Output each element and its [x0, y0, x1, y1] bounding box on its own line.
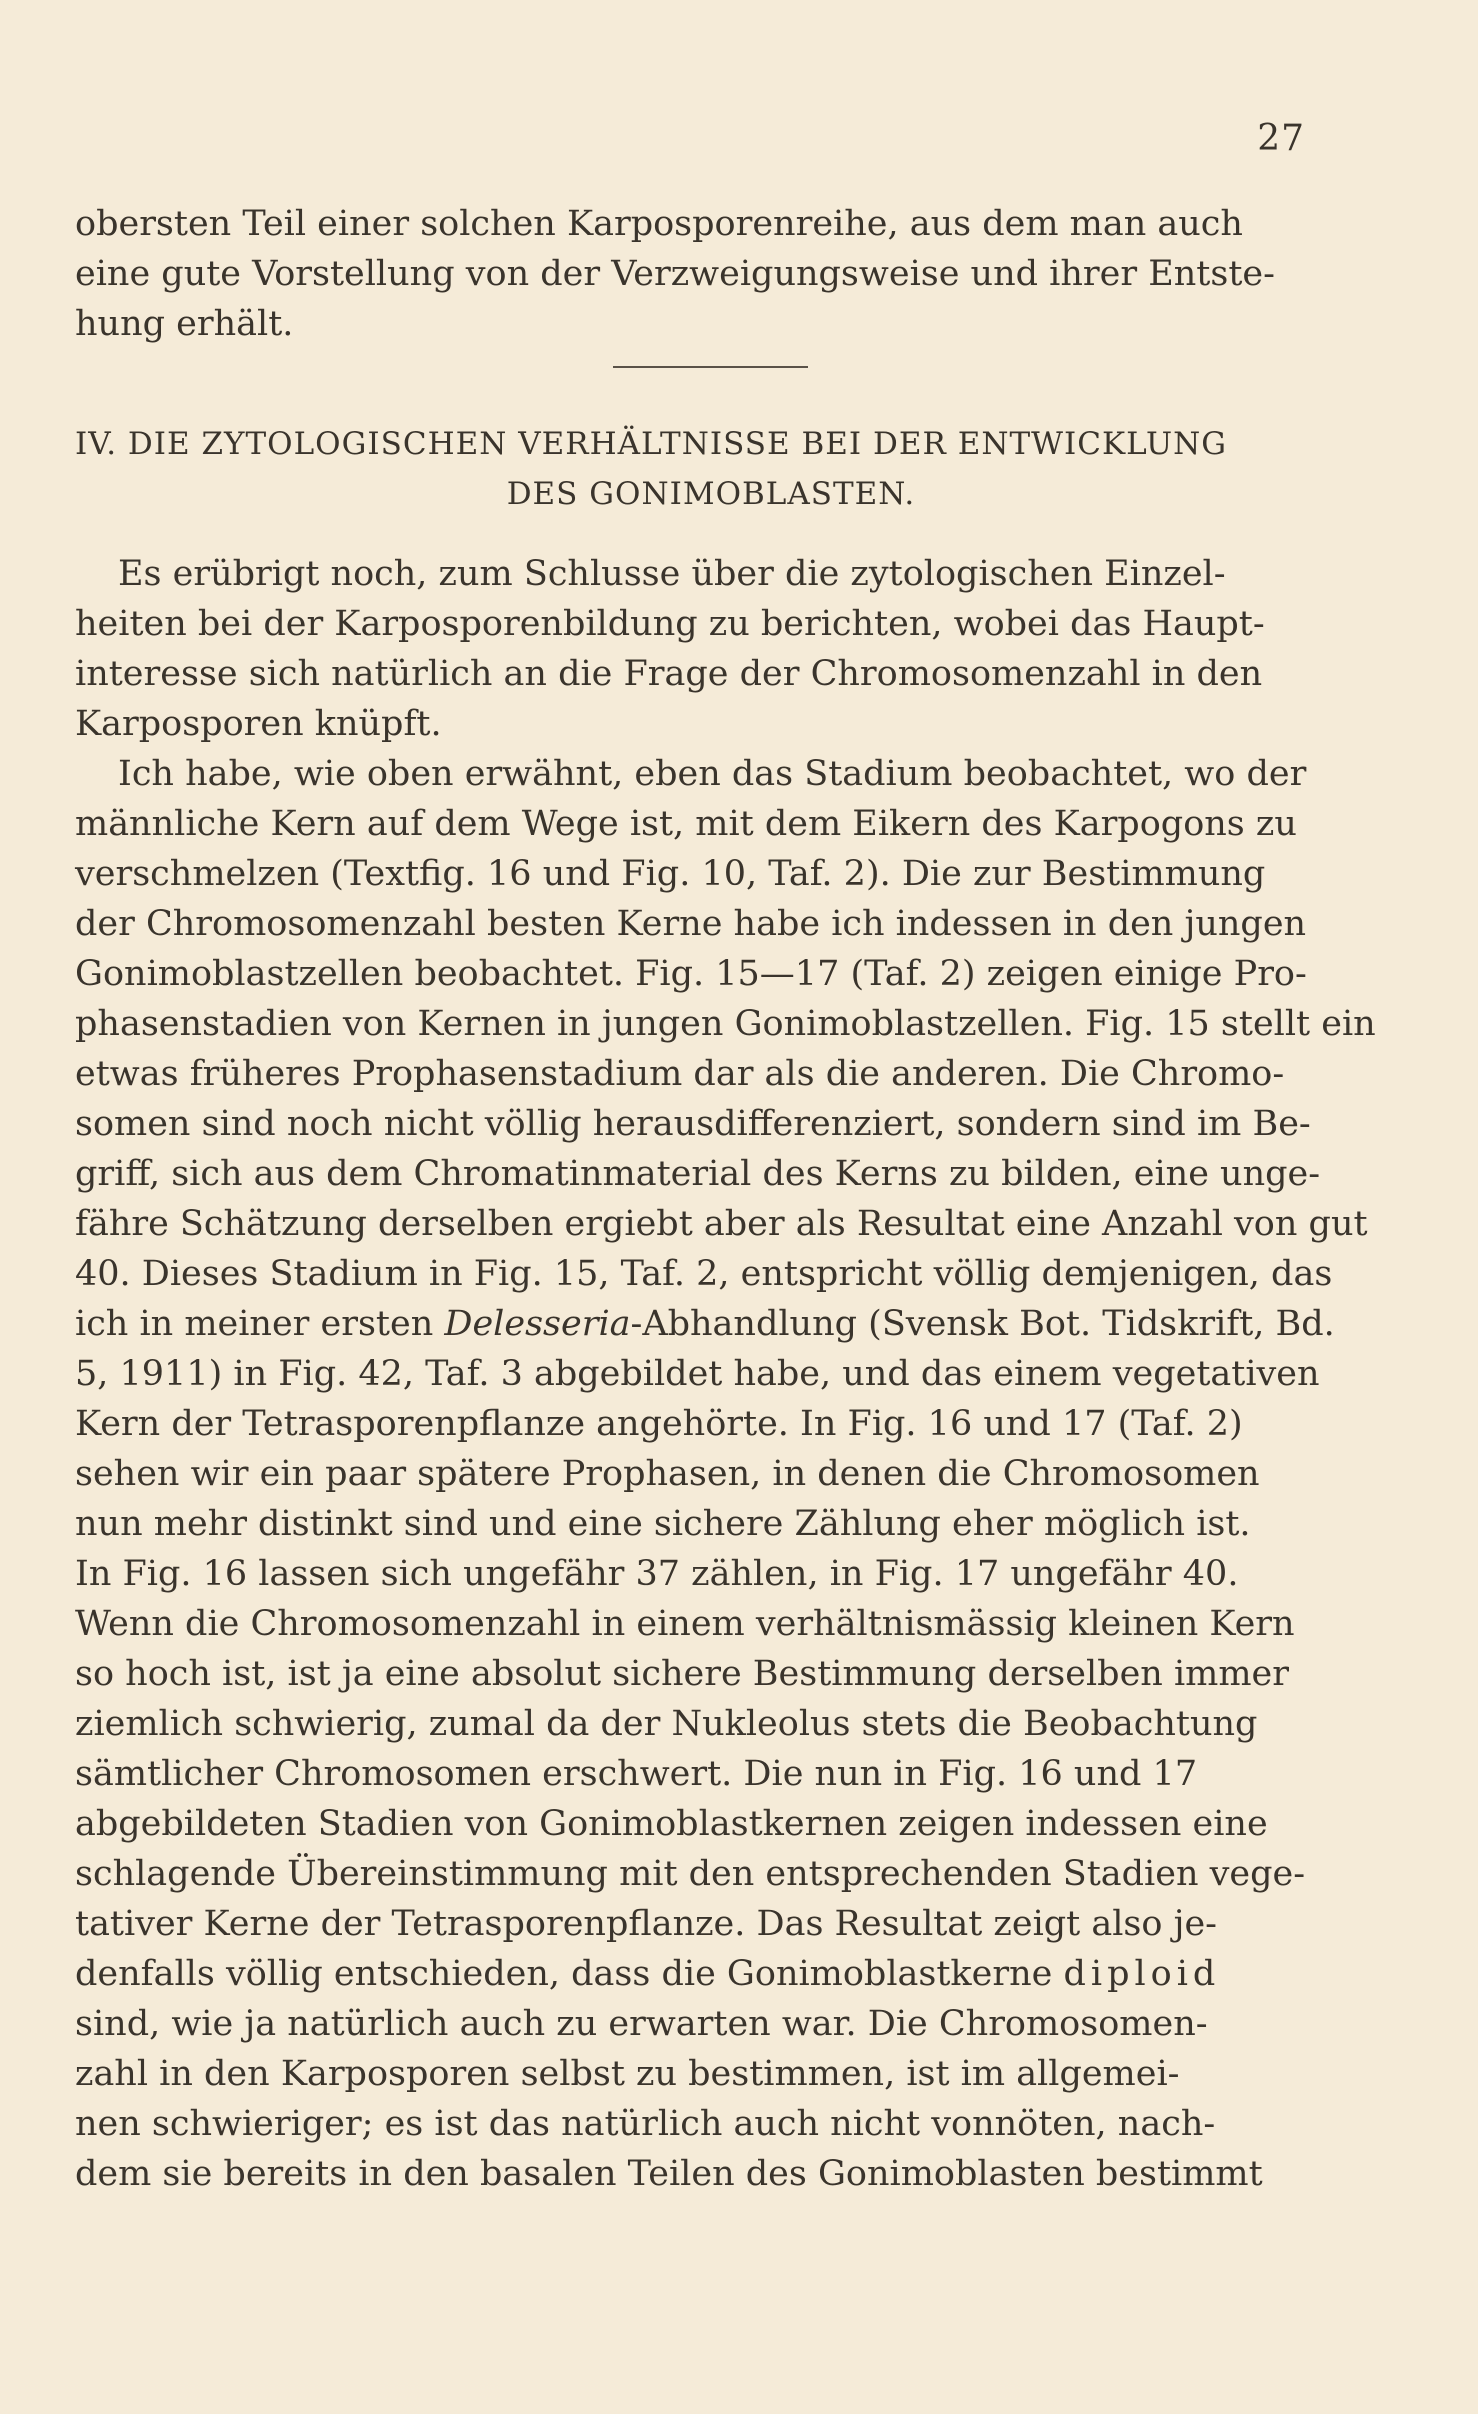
text-run: -Abhandlung (Svensk Bot. Tidskrift, Bd.: [630, 1304, 1335, 1344]
text-line: verschmelzen (Textfig. 16 und Fig. 10, Taf. 2). Die zur Bestimmung: [75, 854, 1266, 894]
text-line: Kern der Tetrasporenpflanze angehörte. In Fig. 16 und 17 (Taf. 2): [75, 1404, 1243, 1444]
text-line: männliche Kern auf dem Wege ist, mit dem Eikern des Karpogons zu: [75, 804, 1297, 844]
text-line: nen schwieriger; es ist das natürlich auch nicht vonnöten, nach-: [75, 2104, 1216, 2144]
text-run: denfalls völlig entschieden, dass die Gonimoblastkerne: [75, 1954, 1064, 1994]
text-line: ziemlich schwierig, zumal da der Nukleolus stets die Beobachtung: [75, 1704, 1258, 1744]
text-line: schlagende Übereinstimmung mit den entsprechenden Stadien vege-: [75, 1854, 1306, 1894]
paragraph-2: [75, 749, 1376, 2199]
text-line: 5, 1911) in Fig. 42, Taf. 3 abgebildet habe, und das einem vegetativen: [75, 1354, 1320, 1394]
text-run: ich in meiner ersten: [75, 1304, 445, 1344]
text-line: der Chromosomenzahl besten Kerne habe ich indessen in den jungen: [75, 904, 1307, 944]
text-line: Karposporen knüpft.: [75, 704, 442, 744]
text-line: phasenstadien von Kernen in jungen Gonimoblastzellen. Fig. 15 stellt ein: [75, 1004, 1376, 1044]
text-line: heiten bei der Karposporenbildung zu berichten, wobei das Haupt-: [75, 604, 1265, 644]
text-line: abgebildeten Stadien von Gonimoblastkernen zeigen indessen eine: [75, 1804, 1268, 1844]
text-line: obersten Teil einer solchen Karposporenreihe, aus dem man auch: [75, 204, 1243, 244]
text-line: fähre Schätzung derselben ergiebt aber als Resultat eine Anzahl von gut: [75, 1204, 1368, 1244]
text-line: sämtlicher Chromosomen erschwert. Die nun in Fig. 16 und 17: [75, 1754, 1198, 1794]
text-line: dem sie bereits in den basalen Teilen des Gonimoblasten bestimmt: [75, 2154, 1263, 2194]
text-line: 40. Dieses Stadium in Fig. 15, Taf. 2, entspricht völlig demjenigen, das: [75, 1254, 1333, 1294]
text-line: Wenn die Chromosomenzahl in einem verhältnismässig kleinen Kern: [75, 1604, 1295, 1644]
text-line: tativer Kerne der Tetrasporenpflanze. Das Resultat zeigt also je-: [75, 1904, 1217, 1944]
spaced-emphasis: diploid: [1063, 1954, 1221, 1994]
text-line: zahl in den Karposporen selbst zu bestimmen, ist im allgemei-: [75, 2054, 1180, 2094]
text-line: Gonimoblastzellen beobachtet. Fig. 15—17 (Taf. 2) zeigen einige Pro-: [75, 954, 1307, 994]
text-line-with-spaced: [75, 1949, 1347, 1999]
text-line: eine gute Vorstellung von der Verzweigungsweise und ihrer Entste-: [75, 254, 1275, 294]
text-line-with-italic: [75, 1299, 1347, 1349]
text-line: In Fig. 16 lassen sich ungefähr 37 zählen, in Fig. 17 ungefähr 40.: [75, 1554, 1239, 1594]
text-line: etwas früheres Prophasenstadium dar als die anderen. Die Chromo-: [75, 1054, 1285, 1094]
text-line: so hoch ist, ist ja eine absolut sichere Bestimmung derselben immer: [75, 1654, 1289, 1694]
section-divider: [613, 366, 808, 368]
page-number: 27: [1257, 118, 1305, 159]
text-line: nun mehr distinkt sind und eine sichere Zählung eher möglich ist.: [75, 1504, 1251, 1544]
text-line: sind, wie ja natürlich auch zu erwarten war. Die Chromosomen-: [75, 2004, 1208, 2044]
section-heading-continued: DES GONIMOBLASTEN.: [506, 476, 916, 512]
carryover-paragraph: [75, 199, 1347, 349]
italic-genus-name: Delesseria: [444, 1304, 631, 1344]
section-heading: IV. DIE ZYTOLOGISCHEN VERHÄLTNISSE BEI DER ENTWICKLUNG: [75, 426, 1228, 462]
text-line: hung erhält.: [75, 304, 294, 344]
text-line: somen sind noch nicht völlig herausdifferenziert, sondern sind im Be-: [75, 1104, 1311, 1144]
text-line: sehen wir ein paar spätere Prophasen, in denen die Chromosomen: [75, 1454, 1260, 1494]
paragraph-1: [75, 549, 1347, 749]
text-line: Ich habe, wie oben erwähnt, eben das Stadium beobachtet, wo der: [118, 754, 1307, 794]
text-line: Es erübrigt noch, zum Schlusse über die zytologischen Einzel-: [118, 554, 1226, 594]
text-line: griff, sich aus dem Chromatinmaterial des Kerns zu bilden, eine unge-: [75, 1154, 1321, 1194]
text-line: interesse sich natürlich an die Frage der Chromosomenzahl in den: [75, 654, 1263, 694]
